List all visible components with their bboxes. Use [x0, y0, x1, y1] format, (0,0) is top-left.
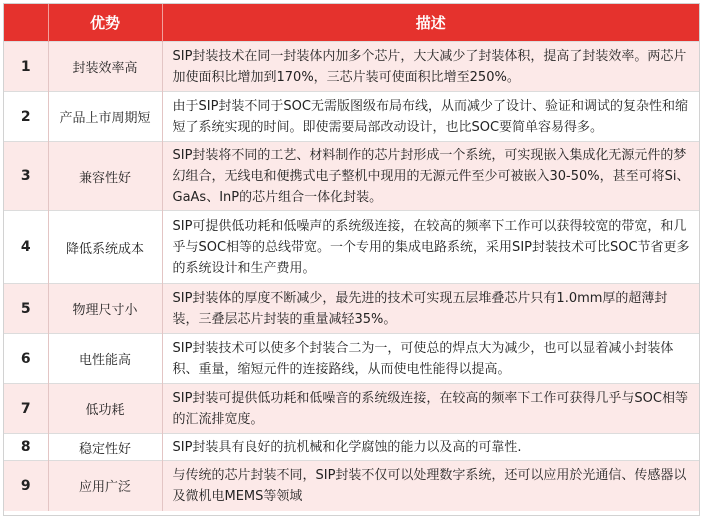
row-number: 5: [4, 284, 48, 334]
table-row: [4, 211, 699, 284]
row-number: 3: [4, 142, 48, 211]
row-advantage: 电性能高: [48, 334, 162, 384]
row-number: 8: [4, 434, 48, 461]
header-advantage: 优势: [48, 4, 162, 42]
row-number: 1: [4, 42, 48, 92]
table-row: [4, 284, 699, 334]
row-number: 7: [4, 384, 48, 434]
row-advantage: 封装效率高: [48, 42, 162, 92]
row-description: SIP封装技术在同一封装体内加多个芯片，大大减少了封装体积，提高了封装效率。两芯片加使面积比增加到170%，三芯片装可使面积比增至250%。: [162, 42, 699, 92]
row-advantage: 物理尺寸小: [48, 284, 162, 334]
row-description: SIP可提供低功耗和低噪声的系统级连接，在较高的频率下工作可以获得较宽的带宽，和几乎与SOC相等的总线带宽。一个专用的集成电路系统，采用SIP封装技术可比SOC节省更多的系统设计和生产费用。: [162, 211, 699, 284]
row-description: SIP封装可提供低功耗和低噪音的系统级连接，在较高的频率下工作可获得几乎与SOC相等的汇流排宽度。: [162, 384, 699, 434]
table-row: [4, 92, 699, 142]
table-row: [4, 142, 699, 211]
row-description: SIP封装将不同的工艺、材料制作的芯片封形成一个系统，可实现嵌入集成化无源元件的梦幻组合，无线电和便携式电子整机中现用的无源元件至少可被嵌入30-50%，甚至可将Si、GaAs、InP的芯片组合一体化封装。: [162, 142, 699, 211]
table-row: [4, 461, 699, 511]
row-advantage: 稳定性好: [48, 434, 162, 461]
table-row: [4, 434, 699, 461]
header-description: 描述: [162, 4, 699, 42]
advantages-table-container: [3, 3, 700, 516]
row-advantage: 低功耗: [48, 384, 162, 434]
table-row: [4, 384, 699, 434]
row-description: SIP封装具有良好的抗机械和化学腐蚀的能力以及高的可靠性.: [162, 434, 699, 461]
table-row: [4, 42, 699, 92]
advantages-table: [4, 4, 699, 511]
row-description: SIP封装体的厚度不断减少，最先进的技术可实现五层堆叠芯片只有1.0mm厚的超薄封装，三叠层芯片封装的重量减轻35%。: [162, 284, 699, 334]
row-description: 由于SIP封装不同于SOC无需版图级布局布线，从而减少了设计、验证和调试的复杂性和缩短了系统实现的时间。即使需要局部改动设计，也比SOC要简单容易得多。: [162, 92, 699, 142]
row-advantage: 产品上市周期短: [48, 92, 162, 142]
row-description: 与传统的芯片封装不同，SIP封装不仅可以处理数字系统，还可以应用於光通信、传感器以及微机电MEMS等领域: [162, 461, 699, 511]
row-number: 9: [4, 461, 48, 511]
row-advantage: 降低系统成本: [48, 211, 162, 284]
table-row: [4, 334, 699, 384]
row-advantage: 兼容性好: [48, 142, 162, 211]
row-description: SIP封装技术可以使多个封装合二为一，可使总的焊点大为减少，也可以显着减小封装体积、重量，缩短元件的连接路线，从而使电性能得以提高。: [162, 334, 699, 384]
row-advantage: 应用广泛: [48, 461, 162, 511]
row-number: 6: [4, 334, 48, 384]
row-number: 2: [4, 92, 48, 142]
header-number: [4, 4, 48, 42]
row-number: 4: [4, 211, 48, 284]
table-header-row: [4, 4, 699, 42]
